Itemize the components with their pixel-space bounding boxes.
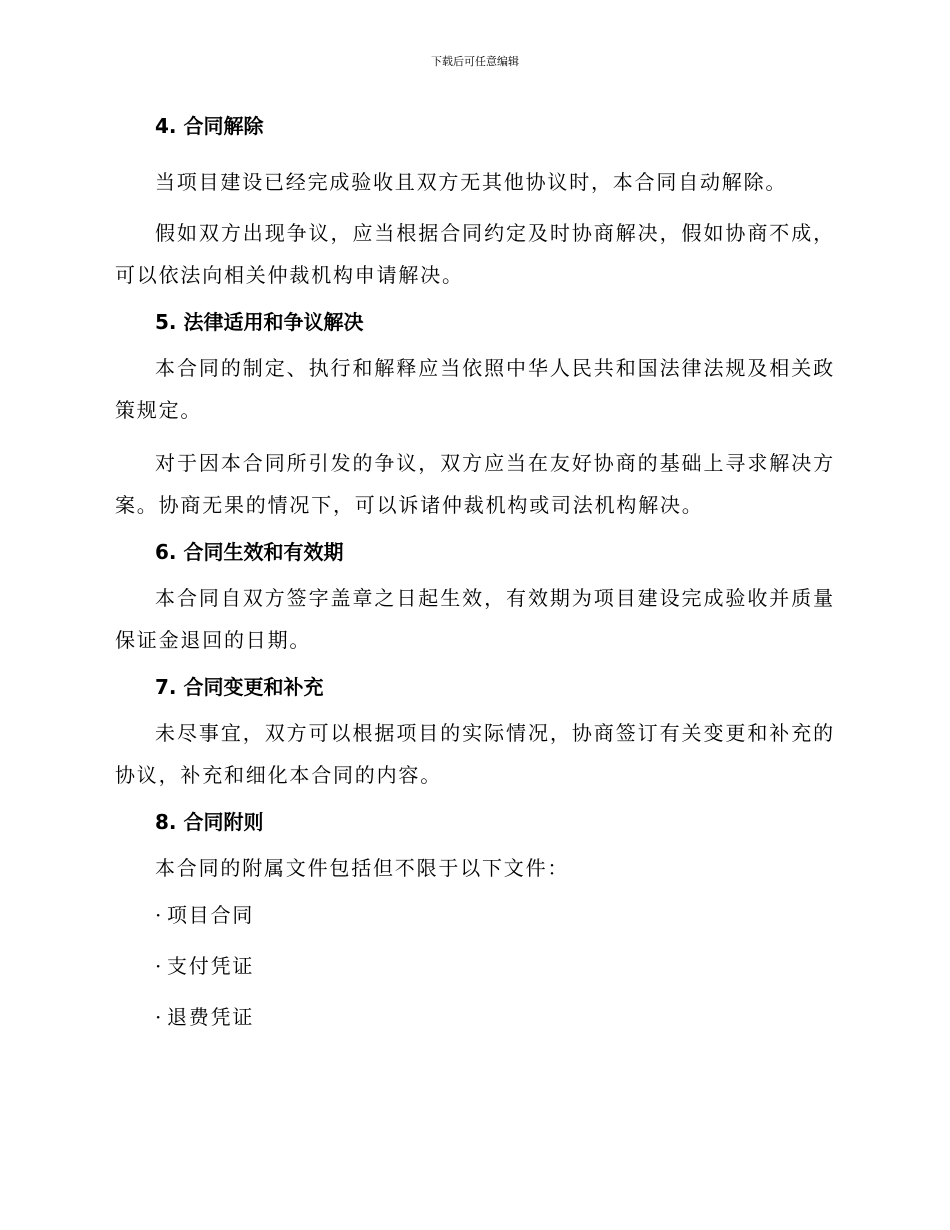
- section-4-paragraph-2: 假如双方出现争议，应当根据合同约定及时协商解决，假如协商不成，可以依法向相关仲裁机构申请解决。: [115, 221, 835, 287]
- attachment-item-label: 项目合同: [167, 903, 255, 927]
- attachment-list-item: [115, 951, 835, 981]
- bullet-marker: ·: [155, 954, 162, 978]
- attachment-item-label: 支付凭证: [167, 954, 255, 978]
- section-4-paragraph-1: 当项目建设已经完成验收且双方无其他协议时，本合同自动解除。: [155, 170, 788, 194]
- attachment-list-item: [115, 900, 835, 930]
- section-8-heading: 8. 合同附则: [155, 810, 264, 834]
- document-body: [115, 111, 835, 1032]
- section-5-paragraph-1: 本合同的制定、执行和解释应当依照中华人民共和国法律法规及相关政策规定。: [115, 356, 835, 422]
- header-note: 下载后可任意编辑: [431, 55, 519, 68]
- section-5-paragraph-2: 对于因本合同所引发的争议，双方应当在友好协商的基础上寻求解决方案。协商无果的情况下，可以诉诸仲裁机构或司法机构解决。: [115, 451, 835, 517]
- attachment-item-label: 退费凭证: [167, 1005, 255, 1029]
- section-7-paragraph-1: 未尽事宜，双方可以根据项目的实际情况，协商签订有关变更和补充的协议，补充和细化本合同的内容。: [115, 721, 835, 787]
- section-6-paragraph-1: 本合同自双方签字盖章之日起生效，有效期为项目建设完成验收并质量保证金退回的日期。: [115, 586, 835, 652]
- bullet-marker: ·: [155, 1005, 162, 1029]
- section-4-heading: 4. 合同解除: [155, 114, 264, 138]
- section-8-paragraph-1: 本合同的附属文件包括但不限于以下文件：: [155, 856, 570, 880]
- section-5-heading: 5. 法律适用和争议解决: [155, 310, 364, 334]
- bullet-marker: ·: [155, 903, 162, 927]
- attachment-list-item: [115, 1002, 835, 1032]
- section-7-heading: 7. 合同变更和补充: [155, 675, 324, 699]
- section-6-heading: 6. 合同生效和有效期: [155, 540, 344, 564]
